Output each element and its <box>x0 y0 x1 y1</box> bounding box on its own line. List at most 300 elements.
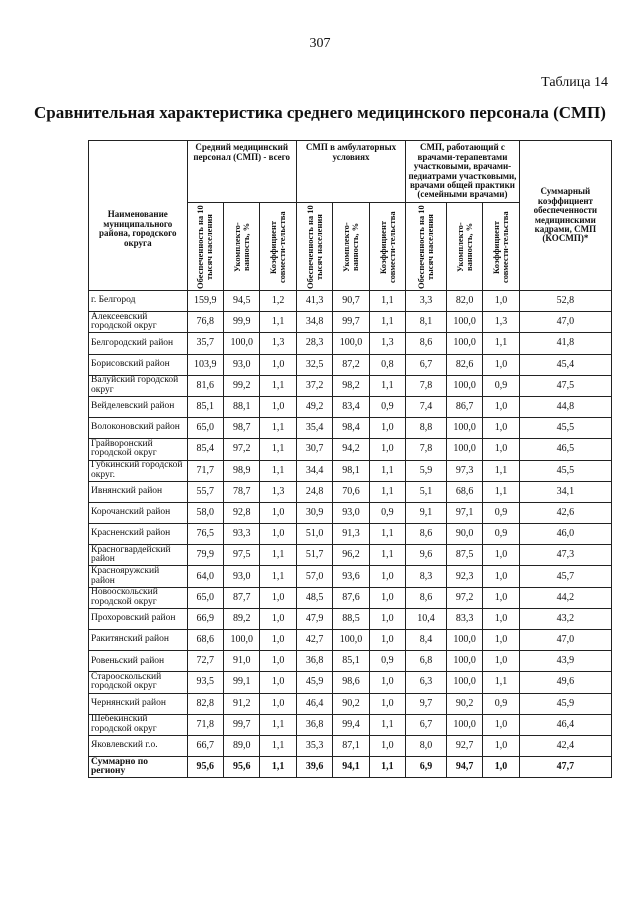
table-row <box>89 375 612 396</box>
value-cell: 79,9 <box>187 545 223 566</box>
table-row <box>89 439 612 460</box>
value-cell: 6,9 <box>406 757 447 778</box>
value-cell: 24,8 <box>296 481 332 502</box>
header-group-outpatient: СМП в амбулаторных условиях <box>296 141 405 203</box>
value-cell: 1,0 <box>483 291 519 312</box>
value-cell: 1,1 <box>260 439 296 460</box>
value-cell: 87,6 <box>333 587 369 608</box>
value-cell: 8,6 <box>406 333 447 354</box>
value-cell: 100,0 <box>224 630 260 651</box>
value-cell: 7,4 <box>406 396 447 417</box>
value-cell: 66,9 <box>187 608 223 629</box>
header-subcolumn <box>187 203 223 291</box>
table-row <box>89 735 612 756</box>
table-row <box>89 566 612 587</box>
value-cell: 97,5 <box>224 545 260 566</box>
row-name-cell: Чернянский район <box>89 693 188 714</box>
row-name-cell: Вейделевский район <box>89 396 188 417</box>
value-cell: 1,1 <box>369 481 405 502</box>
value-cell: 76,8 <box>187 312 223 333</box>
value-cell: 1,1 <box>483 460 519 481</box>
table-label: Таблица 14 <box>541 75 608 90</box>
value-cell: 45,4 <box>519 354 611 375</box>
value-cell: 46,4 <box>519 714 611 735</box>
value-cell: 45,7 <box>519 566 611 587</box>
table-row <box>89 545 612 566</box>
value-cell: 42,4 <box>519 735 611 756</box>
value-cell: 34,4 <box>296 460 332 481</box>
value-cell: 1,0 <box>260 396 296 417</box>
value-cell: 85,4 <box>187 439 223 460</box>
value-cell: 1,0 <box>260 502 296 523</box>
value-cell: 9,7 <box>406 693 447 714</box>
table-row <box>89 672 612 693</box>
value-cell: 8,1 <box>406 312 447 333</box>
value-cell: 44,2 <box>519 587 611 608</box>
value-cell: 100,0 <box>446 714 482 735</box>
row-name-cell: Прохоровский район <box>89 608 188 629</box>
row-name-cell: Шебекинский городской округ <box>89 714 188 735</box>
value-cell: 97,1 <box>446 502 482 523</box>
value-cell: 82,8 <box>187 693 223 714</box>
value-cell: 0,9 <box>369 651 405 672</box>
value-cell: 8,6 <box>406 524 447 545</box>
value-cell: 95,6 <box>187 757 223 778</box>
value-cell: 0,9 <box>483 693 519 714</box>
value-cell: 100,0 <box>333 630 369 651</box>
value-cell: 49,6 <box>519 672 611 693</box>
value-cell: 1,0 <box>483 714 519 735</box>
value-cell: 1,0 <box>369 693 405 714</box>
value-cell: 46,4 <box>296 693 332 714</box>
value-cell: 28,3 <box>296 333 332 354</box>
header-subcolumn <box>483 203 519 291</box>
row-name-cell: Алексеевский городской округ <box>89 312 188 333</box>
header-subcolumn-label: Укомплекто-ванность, % <box>231 221 251 272</box>
value-cell: 91,3 <box>333 524 369 545</box>
value-cell: 45,9 <box>519 693 611 714</box>
row-name-cell: Корочанский район <box>89 502 188 523</box>
table-row <box>89 502 612 523</box>
table-row <box>89 354 612 375</box>
value-cell: 97,2 <box>446 587 482 608</box>
value-cell: 90,2 <box>446 693 482 714</box>
header-subcolumn-label: Обеспеченность на 10 тысяч населения <box>195 204 215 289</box>
value-cell: 7,8 <box>406 375 447 396</box>
value-cell: 1,0 <box>369 439 405 460</box>
value-cell: 7,8 <box>406 439 447 460</box>
value-cell: 1,1 <box>369 312 405 333</box>
value-cell: 1,1 <box>483 481 519 502</box>
value-cell: 99,7 <box>333 312 369 333</box>
value-cell: 8,6 <box>406 587 447 608</box>
value-cell: 35,3 <box>296 735 332 756</box>
value-cell: 35,7 <box>187 333 223 354</box>
value-cell: 82,6 <box>446 354 482 375</box>
value-cell: 9,6 <box>406 545 447 566</box>
value-cell: 1,0 <box>369 418 405 439</box>
value-cell: 6,7 <box>406 354 447 375</box>
value-cell: 92,7 <box>446 735 482 756</box>
header-subcolumn-label: Коэффициент совмести-тельства <box>268 210 288 283</box>
value-cell: 1,1 <box>260 545 296 566</box>
value-cell: 90,0 <box>446 524 482 545</box>
value-cell: 47,5 <box>519 375 611 396</box>
value-cell: 6,7 <box>406 714 447 735</box>
table-row <box>89 714 612 735</box>
value-cell: 1,0 <box>369 630 405 651</box>
value-cell: 98,1 <box>333 460 369 481</box>
value-cell: 100,0 <box>446 418 482 439</box>
row-name-cell: Ивнянский район <box>89 481 188 502</box>
value-cell: 68,6 <box>446 481 482 502</box>
value-cell: 5,9 <box>406 460 447 481</box>
row-name-cell: Старооскольский городской округ <box>89 672 188 693</box>
value-cell: 98,7 <box>224 418 260 439</box>
value-cell: 1,0 <box>483 439 519 460</box>
value-cell: 1,1 <box>260 566 296 587</box>
value-cell: 30,9 <box>296 502 332 523</box>
value-cell: 87,2 <box>333 354 369 375</box>
value-cell: 92,3 <box>446 566 482 587</box>
value-cell: 47,9 <box>296 608 332 629</box>
value-cell: 100,0 <box>446 630 482 651</box>
value-cell: 30,7 <box>296 439 332 460</box>
value-cell: 52,8 <box>519 291 611 312</box>
row-name-cell: Ровеньский район <box>89 651 188 672</box>
value-cell: 1,1 <box>260 757 296 778</box>
value-cell: 32,5 <box>296 354 332 375</box>
value-cell: 45,5 <box>519 460 611 481</box>
row-name-cell: Борисовский район <box>89 354 188 375</box>
value-cell: 1,0 <box>483 630 519 651</box>
value-cell: 96,2 <box>333 545 369 566</box>
value-cell: 43,9 <box>519 651 611 672</box>
value-cell: 44,8 <box>519 396 611 417</box>
value-cell: 37,2 <box>296 375 332 396</box>
table-row <box>89 312 612 333</box>
value-cell: 46,5 <box>519 439 611 460</box>
value-cell: 91,2 <box>224 693 260 714</box>
value-cell: 1,0 <box>260 651 296 672</box>
value-cell: 1,0 <box>260 672 296 693</box>
value-cell: 72,7 <box>187 651 223 672</box>
value-cell: 10,4 <box>406 608 447 629</box>
value-cell: 1,1 <box>260 312 296 333</box>
value-cell: 1,0 <box>483 608 519 629</box>
value-cell: 42,7 <box>296 630 332 651</box>
row-name-cell: Красненский район <box>89 524 188 545</box>
value-cell: 39,6 <box>296 757 332 778</box>
value-cell: 93,3 <box>224 524 260 545</box>
value-cell: 87,7 <box>224 587 260 608</box>
value-cell: 88,5 <box>333 608 369 629</box>
value-cell: 35,4 <box>296 418 332 439</box>
value-cell: 100,0 <box>333 333 369 354</box>
value-cell: 1,3 <box>260 333 296 354</box>
value-cell: 92,8 <box>224 502 260 523</box>
row-name-cell: Грайворонский городской округ <box>89 439 188 460</box>
header-subcolumn <box>333 203 369 291</box>
value-cell: 93,0 <box>224 354 260 375</box>
value-cell: 1,1 <box>369 545 405 566</box>
header-subcolumn <box>406 203 447 291</box>
value-cell: 93,5 <box>187 672 223 693</box>
value-cell: 49,2 <box>296 396 332 417</box>
value-cell: 3,3 <box>406 291 447 312</box>
value-cell: 90,7 <box>333 291 369 312</box>
value-cell: 94,7 <box>446 757 482 778</box>
row-name-cell: Валуйский городской округ <box>89 375 188 396</box>
row-name-cell: Краснояружский район <box>89 566 188 587</box>
value-cell: 8,3 <box>406 566 447 587</box>
value-cell: 85,1 <box>333 651 369 672</box>
header-subcolumn-label: Укомплекто-ванность, % <box>341 221 360 272</box>
value-cell: 51,0 <box>296 524 332 545</box>
header-subcolumn <box>224 203 260 291</box>
value-cell: 99,9 <box>224 312 260 333</box>
value-cell: 47,3 <box>519 545 611 566</box>
value-cell: 1,2 <box>260 291 296 312</box>
value-cell: 89,0 <box>224 735 260 756</box>
table-header <box>89 141 612 291</box>
value-cell: 71,7 <box>187 460 223 481</box>
value-cell: 0,9 <box>369 396 405 417</box>
row-name-cell: Новооскольский городской округ <box>89 587 188 608</box>
value-cell: 1,1 <box>369 524 405 545</box>
value-cell: 98,4 <box>333 418 369 439</box>
header-name-column: Наименование муниципального района, городского округа <box>89 141 188 291</box>
row-name-cell: Красногвардейский район <box>89 545 188 566</box>
value-cell: 91,0 <box>224 651 260 672</box>
value-cell: 95,6 <box>224 757 260 778</box>
value-cell: 1,0 <box>260 693 296 714</box>
row-name-cell: Белгородский район <box>89 333 188 354</box>
value-cell: 48,5 <box>296 587 332 608</box>
header-group-district-doctors: СМП, работающий с врачами-терапевтами участковыми, врачами-педиатрами участковыми, врачами общей практики (семейными врачами) <box>406 141 520 203</box>
value-cell: 78,7 <box>224 481 260 502</box>
value-cell: 1,1 <box>483 672 519 693</box>
value-cell: 98,6 <box>333 672 369 693</box>
value-cell: 99,4 <box>333 714 369 735</box>
value-cell: 1,0 <box>483 735 519 756</box>
value-cell: 1,0 <box>483 651 519 672</box>
header-subcolumn-label: Обеспеченность на 10 тысяч населения <box>304 204 324 289</box>
value-cell: 1,0 <box>483 354 519 375</box>
row-name-cell: Губкинский городской округ. <box>89 460 188 481</box>
value-cell: 0,9 <box>483 502 519 523</box>
value-cell: 36,8 <box>296 651 332 672</box>
value-cell: 1,3 <box>483 312 519 333</box>
value-cell: 100,0 <box>446 312 482 333</box>
header-subcolumn <box>369 203 405 291</box>
value-cell: 42,6 <box>519 502 611 523</box>
value-cell: 6,8 <box>406 651 447 672</box>
value-cell: 93,0 <box>333 502 369 523</box>
value-cell: 8,8 <box>406 418 447 439</box>
value-cell: 93,0 <box>224 566 260 587</box>
value-cell: 47,0 <box>519 312 611 333</box>
table-row <box>89 608 612 629</box>
header-subcolumn <box>296 203 332 291</box>
value-cell: 70,6 <box>333 481 369 502</box>
value-cell: 1,1 <box>369 460 405 481</box>
value-cell: 58,0 <box>187 502 223 523</box>
value-cell: 87,5 <box>446 545 482 566</box>
value-cell: 8,4 <box>406 630 447 651</box>
value-cell: 0,9 <box>369 502 405 523</box>
value-cell: 41,3 <box>296 291 332 312</box>
table-row <box>89 693 612 714</box>
value-cell: 97,2 <box>224 439 260 460</box>
value-cell: 98,2 <box>333 375 369 396</box>
table-row <box>89 524 612 545</box>
value-cell: 159,9 <box>187 291 223 312</box>
value-cell: 1,0 <box>369 566 405 587</box>
value-cell: 87,1 <box>333 735 369 756</box>
value-cell: 8,0 <box>406 735 447 756</box>
page-number: 307 <box>309 36 331 51</box>
value-cell: 47,0 <box>519 630 611 651</box>
header-subcolumn-label: Укомплекто-ванность, % <box>454 221 474 272</box>
value-cell: 1,1 <box>369 714 405 735</box>
table-row <box>89 396 612 417</box>
document-title: Сравнительная характеристика среднего медицинского персонала (СМП) <box>34 103 606 122</box>
header-subcolumn <box>260 203 296 291</box>
value-cell: 46,0 <box>519 524 611 545</box>
value-cell: 100,0 <box>224 333 260 354</box>
table-row <box>89 460 612 481</box>
value-cell: 1,0 <box>483 545 519 566</box>
value-cell: 99,2 <box>224 375 260 396</box>
row-name-cell: Суммарно по региону <box>89 757 188 778</box>
value-cell: 85,1 <box>187 396 223 417</box>
value-cell: 1,0 <box>260 587 296 608</box>
header-subcolumn-label: Коэффициент совмести-тельства <box>377 210 397 283</box>
value-cell: 6,3 <box>406 672 447 693</box>
row-name-cell: Волоконовский район <box>89 418 188 439</box>
value-cell: 64,0 <box>187 566 223 587</box>
value-cell: 1,1 <box>260 714 296 735</box>
value-cell: 1,1 <box>260 375 296 396</box>
value-cell: 1,0 <box>369 672 405 693</box>
value-cell: 1,0 <box>483 587 519 608</box>
value-cell: 51,7 <box>296 545 332 566</box>
value-cell: 76,5 <box>187 524 223 545</box>
value-cell: 94,1 <box>333 757 369 778</box>
header-group-total: Средний медицинский персонал (СМП) - всего <box>187 141 296 203</box>
value-cell: 100,0 <box>446 375 482 396</box>
header-kosmp-column: Суммарный коэффициент обеспеченности медицинскими кадрами, СМП (КОСМП)* <box>519 141 611 291</box>
row-name-cell: Ракитянский район <box>89 630 188 651</box>
value-cell: 0,9 <box>483 375 519 396</box>
value-cell: 65,0 <box>187 418 223 439</box>
header-subcolumn-label: Коэффициент совмести-тельства <box>491 210 511 283</box>
value-cell: 68,6 <box>187 630 223 651</box>
value-cell: 98,9 <box>224 460 260 481</box>
value-cell: 1,0 <box>369 735 405 756</box>
value-cell: 94,2 <box>333 439 369 460</box>
value-cell: 65,0 <box>187 587 223 608</box>
value-cell: 90,2 <box>333 693 369 714</box>
value-cell: 93,6 <box>333 566 369 587</box>
value-cell: 100,0 <box>446 651 482 672</box>
value-cell: 94,5 <box>224 291 260 312</box>
value-cell: 9,1 <box>406 502 447 523</box>
value-cell: 47,7 <box>519 757 611 778</box>
header-subcolumn <box>446 203 482 291</box>
value-cell: 1,1 <box>260 418 296 439</box>
value-cell: 99,1 <box>224 672 260 693</box>
value-cell: 36,8 <box>296 714 332 735</box>
table-row <box>89 587 612 608</box>
value-cell: 100,0 <box>446 439 482 460</box>
table-row-total <box>89 757 612 778</box>
value-cell: 89,2 <box>224 608 260 629</box>
value-cell: 83,3 <box>446 608 482 629</box>
value-cell: 99,7 <box>224 714 260 735</box>
value-cell: 1,0 <box>260 354 296 375</box>
table-body <box>89 291 612 778</box>
value-cell: 1,0 <box>483 396 519 417</box>
table-row <box>89 333 612 354</box>
value-cell: 100,0 <box>446 672 482 693</box>
value-cell: 5,1 <box>406 481 447 502</box>
value-cell: 1,1 <box>369 291 405 312</box>
value-cell: 1,0 <box>483 566 519 587</box>
value-cell: 1,1 <box>260 735 296 756</box>
value-cell: 43,2 <box>519 608 611 629</box>
value-cell: 1,0 <box>260 524 296 545</box>
value-cell: 71,8 <box>187 714 223 735</box>
value-cell: 1,3 <box>369 333 405 354</box>
value-cell: 1,0 <box>483 757 519 778</box>
value-cell: 1,1 <box>260 460 296 481</box>
value-cell: 1,0 <box>369 608 405 629</box>
value-cell: 57,0 <box>296 566 332 587</box>
value-cell: 82,0 <box>446 291 482 312</box>
value-cell: 81,6 <box>187 375 223 396</box>
table-row <box>89 418 612 439</box>
row-name-cell: г. Белгород <box>89 291 188 312</box>
value-cell: 1,1 <box>369 375 405 396</box>
value-cell: 66,7 <box>187 735 223 756</box>
value-cell: 103,9 <box>187 354 223 375</box>
value-cell: 1,0 <box>369 587 405 608</box>
value-cell: 86,7 <box>446 396 482 417</box>
comparison-table <box>88 140 612 778</box>
value-cell: 55,7 <box>187 481 223 502</box>
value-cell: 97,3 <box>446 460 482 481</box>
value-cell: 0,9 <box>483 524 519 545</box>
value-cell: 45,5 <box>519 418 611 439</box>
table-row <box>89 630 612 651</box>
value-cell: 100,0 <box>446 333 482 354</box>
header-subcolumn-label: Обеспеченность на 10 тысяч населения <box>416 204 436 289</box>
value-cell: 1,0 <box>260 630 296 651</box>
value-cell: 34,8 <box>296 312 332 333</box>
table-row <box>89 481 612 502</box>
value-cell: 1,0 <box>260 608 296 629</box>
value-cell: 1,1 <box>369 757 405 778</box>
row-name-cell: Яковлевский г.о. <box>89 735 188 756</box>
value-cell: 0,8 <box>369 354 405 375</box>
value-cell: 83,4 <box>333 396 369 417</box>
table-row <box>89 291 612 312</box>
value-cell: 41,8 <box>519 333 611 354</box>
value-cell: 88,1 <box>224 396 260 417</box>
value-cell: 1,3 <box>260 481 296 502</box>
